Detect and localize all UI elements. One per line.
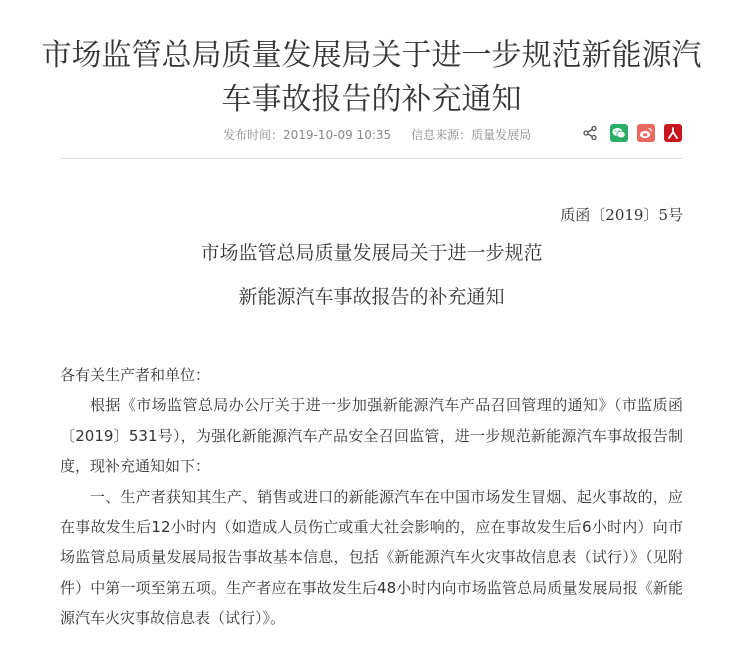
people-icon[interactable]	[664, 124, 682, 142]
wechat-icon[interactable]	[610, 124, 628, 142]
share-bar	[582, 122, 682, 144]
document-title-line1: 市场监管总局质量发展局关于进一步规范	[200, 242, 543, 264]
paragraph-intro: 根据《市场监管总局办公厅关于进一步加强新能源汽车产品召回管理的通知》（市监质函〔2019〕531号），为强化新能源汽车产品安全召回监管，进一步规范新能源汽车事故报告制度，现补充通知如下：	[60, 396, 683, 476]
document-body	[60, 360, 683, 634]
share-icon[interactable]	[582, 125, 598, 141]
header-divider	[60, 158, 683, 159]
document-number: 质函〔2019〕5号	[560, 206, 683, 224]
weibo-icon[interactable]	[637, 124, 655, 142]
paragraph-item-1: 一、生产者获知其生产、销售或进口的新能源汽车在中国市场发生冒烟、起火事故的，应在事故发生后12小时内（如造成人员伤亡或重大社会影响的，应在事故发生后6小时内）向市场监管总局质量发展局报告事故基本信息，包括《新能源汽车火灾事故信息表（试行）》（见附件）中第一项至第五项。生产者应在事故发生后48小时内向市场监管总局质量发展局报《新能源汽车火灾事故信息表（试行）》。	[60, 487, 683, 628]
publish-time: 发布时间：2019-10-09 10:35	[223, 128, 392, 142]
article-meta	[223, 126, 531, 144]
page-title: 市场监管总局质量发展局关于进一步规范新能源汽车事故报告的补充通知	[41, 38, 702, 117]
document-title-line2: 新能源汽车事故报告的补充通知	[238, 286, 505, 308]
info-source: 信息来源：质量发展局	[411, 128, 532, 142]
salutation: 各有关生产者和单位：	[60, 366, 211, 384]
